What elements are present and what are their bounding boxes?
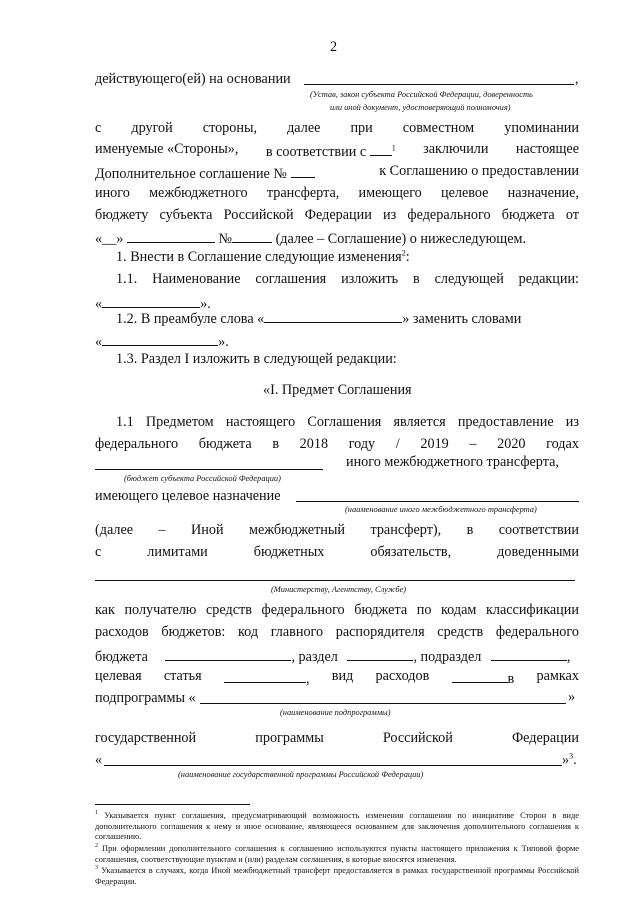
number-blank[interactable] <box>232 229 272 243</box>
preamble-line-2: именуемые «Стороны», в соответствии с $^1$ заключили настоящее <box>95 141 579 160</box>
item-1-1: 1.1. Наименование соглашения изложить в следующей редакции: <box>116 271 579 287</box>
item-1: 1. Внести в Соглашение следующие изменения$^2$: <box>116 248 410 265</box>
subject-line-7: как получателю средств федерального бюджета по кодам классификации <box>95 602 579 618</box>
program-close: »$^3$. <box>562 751 577 768</box>
new-words-blank[interactable] <box>102 332 218 346</box>
title-blank[interactable] <box>102 294 200 308</box>
item-1-2: 1.2. В преамбуле слова « » заменить словами <box>116 311 522 327</box>
basis-blank[interactable] <box>304 84 574 85</box>
item-1-1-value: « ». <box>95 296 211 312</box>
preamble-line-4: иного межбюджетного трансферта, имеющего целевое назначение, <box>95 185 579 201</box>
gr-code-blank[interactable] <box>165 647 291 661</box>
expense-type-blank[interactable] <box>452 669 508 683</box>
subject-line-9: бюджета , раздел , подраздел , <box>95 649 571 665</box>
subprogram-close: » <box>568 689 576 705</box>
subprogram-blank[interactable] <box>200 703 566 704</box>
agreement-number-blank[interactable] <box>291 164 315 178</box>
footnote-separator <box>95 804 250 805</box>
footnote-1: $^1$ Указывается пункт соглашения, предусматривающий возможность изменения соглашения по инициативе Сторон в виде дополнительного соглашения к нему и иное основание, являющееся основанием для заключения дополнительного соглашения к соглашению. <box>95 810 579 841</box>
caption-basis-1: (Устав, закон субъекта Российской Федерации, доверенность <box>310 90 533 99</box>
date-blank[interactable] <box>127 229 215 243</box>
subject-line-10: целевая статья , вид расходов в рамках <box>95 668 579 687</box>
subject-line-4: имеющего целевое назначение <box>95 488 281 504</box>
old-words-blank[interactable] <box>264 309 402 323</box>
subject-line-1: 1.1 Предметом настоящего Соглашения является предоставление из <box>116 414 579 430</box>
caption-program: (наименование государственной программы Российской Федерации) <box>178 770 424 779</box>
subject-line-5: (далее – Иной межбюджетный трансферт), в соответствии <box>95 522 579 538</box>
item-1-3: 1.3. Раздел I изложить в следующей редакции: <box>116 351 397 367</box>
page-number: 2 <box>330 39 338 55</box>
footnote-3: $^3$ Указывается в случаях, когда Иной межбюджетный трансферт предоставляется в рамках государственной программы Российской Федерации. <box>95 865 580 886</box>
caption-transfer: (наименование иного межбюджетного трансферта) <box>345 505 537 514</box>
preamble-line-3: Дополнительное соглашение № к Соглашению о предоставлении <box>95 163 579 182</box>
preamble-line-1: с другой стороны, далее при совместном упоминании <box>95 120 579 136</box>
caption-basis-2: или иной документ, удостоверяющий полномочия) <box>330 103 511 112</box>
preamble-line-6: «__» № (далее – Соглашение) о нижеследующем. <box>95 231 527 247</box>
subject-line-3: иного межбюджетного трансферта, <box>346 454 559 470</box>
item-1-2-value: « ». <box>95 334 229 350</box>
caption-budget: (бюджет субъекта Российской Федерации) <box>124 474 281 483</box>
subprogram-label: подпрограммы « <box>95 690 196 706</box>
footnote-2: $^2$ При оформлении дополнительного соглашения к соглашению используются пункты настоящего приложения к Типовой форме соглашения, соответствующие пунктам и (или) разделам соглашения, в которые вносятся изменения. <box>95 843 580 864</box>
ministry-blank[interactable] <box>95 580 575 581</box>
article-blank[interactable] <box>224 669 306 683</box>
subject-line-6: с лимитами бюджетных обязательств, доведенными <box>95 544 579 560</box>
subject-line-12: государственной программы Российской Федерации <box>95 730 579 746</box>
section-title: «I. Предмет Соглашения <box>263 382 412 398</box>
preamble-line-5: бюджету субъекта Российской Федерации из федерального бюджета от <box>95 207 579 223</box>
program-open: « <box>95 752 103 768</box>
caption-ministry: (Министерству, Агентству, Службе) <box>271 585 407 594</box>
subject-line-2: федерального бюджета в 2018 году / 2019 – 2020 годах <box>95 436 579 452</box>
subject-line-8: расходов бюджетов: код главного распорядителя средств федерального <box>95 624 579 640</box>
caption-subprogram: (наименование подпрограммы) <box>280 708 391 717</box>
basis-label: действующего(ей) на основании <box>95 71 291 87</box>
section-code-blank[interactable] <box>347 647 413 661</box>
comma: , <box>575 71 579 87</box>
transfer-name-blank[interactable] <box>296 501 579 502</box>
budget-blank[interactable] <box>95 469 323 470</box>
reference-blank[interactable] <box>370 142 392 156</box>
program-blank[interactable] <box>104 765 562 766</box>
subsection-code-blank[interactable] <box>491 647 567 661</box>
